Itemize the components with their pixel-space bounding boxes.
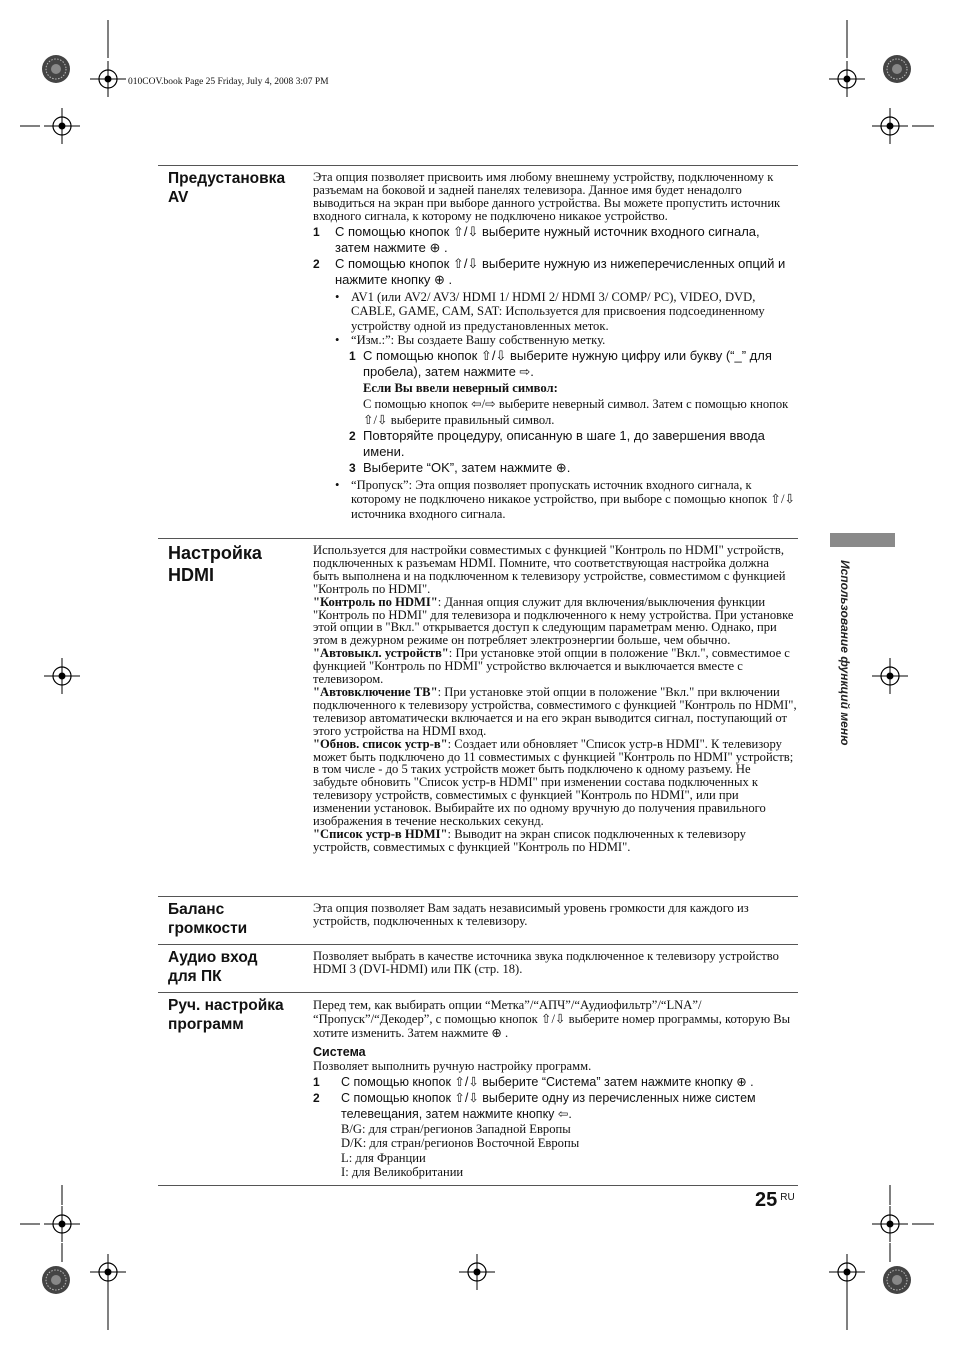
manual-step-1	[313, 1074, 798, 1090]
av-sub-step-3-number: 3	[349, 460, 356, 475]
term-av-preset: Предустановка AV	[168, 170, 286, 206]
av-step-1-number: 1	[313, 224, 320, 239]
av-wrong-text: С помощью кнопок ⇦/⇨ выберите неверный символ. Затем с помощью кнопок ⇧/⇩ выберите правильный символ.	[363, 396, 789, 427]
manual-step-2-text: С помощью кнопок ⇧/⇩ выберите одну из перечисленных ниже систем телевещания, затем нажмите кнопку ⇦.	[341, 1090, 756, 1121]
page-number-value: 25	[755, 1189, 778, 1211]
desc-volume-balance: Эта опция позволяет Вам задать независимый уровень громкости для каждого из устройств, подключенных к телевизору.	[313, 901, 749, 928]
system-i: I: для Великобритании	[341, 1165, 464, 1180]
av-wrong-title-text: Если Вы ввели неверный символ:	[363, 380, 558, 395]
manual-system-desc: Позволяет выполнить ручную настройку программ.	[313, 1058, 592, 1073]
hdmi-intro: Используется для настройки совместимых с функцией "Контроль по HDMI" устройств, подключенных к разъемам HDMI. Помните, что соответствующая настройка должна быть выполнена и на подключенном к телевизору устройстве, совместимом с функцией "Контроль по HDMI".	[313, 543, 786, 596]
desc-audio-pc: Позволяет выбрать в качестве источника звука подключенное к телевизору устройство HDMI 3 (DVI-HDMI) или ПК (стр. 18).	[313, 949, 779, 976]
hdmi-auto-on-text: : При установке этой опции в положение "Вкл." при включении подключенного к телевизору устройства, совместимого с функцией "Контроль по HDMI", телевизор автоматически включается и на его экран выводится сигнал, поступающий от этого устройства на HDMI вход.	[313, 684, 797, 738]
system-dk: D/K: для стран/регионов Восточной Европы	[341, 1136, 580, 1151]
hdmi-device-list-label: "Список устр-в HDMI"	[313, 826, 448, 841]
hdmi-device-list	[313, 828, 798, 854]
section-side-label: Использование функций меню	[838, 560, 852, 746]
av-bullet-1: • AV1 (или AV2/ AV3/ HDMI 1/ HDMI 2/ HDMI 3/ COMP/ PC), VIDEO, DVD, CABLE, GAME, CAM, SAT: Используется для присвоения подсоединенному устройству одной из предустановленных меток.	[313, 290, 798, 334]
hdmi-auto-off-text: : При установке этой опции в положение "Вкл.", совместимое с функцией "Контроль по HDMI" устройство включается и выключается вместе с телевизором.	[313, 646, 790, 687]
av-sub-step-1	[313, 348, 798, 380]
manual-step-2-number: 2	[313, 1090, 320, 1105]
page-language: RU	[780, 1192, 795, 1203]
desc-manual-tuning	[313, 998, 798, 1180]
av-step-1	[313, 224, 798, 256]
av-step-2	[313, 256, 798, 288]
desc-hdmi-settings	[313, 544, 798, 854]
hdmi-auto-off-label: "Автовыкл. устройств"	[313, 646, 449, 661]
manual-step-2	[313, 1090, 798, 1122]
rule-av-hdmi	[158, 538, 798, 539]
hdmi-update-list-label: "Обнов. список устр-в"	[313, 736, 448, 751]
av-step-2-number: 2	[313, 256, 320, 271]
desc-av-preset	[313, 171, 798, 521]
section-tab-marker	[830, 533, 895, 547]
hdmi-control	[313, 596, 798, 648]
term-audio-pc: Аудио вход для ПК	[168, 949, 258, 985]
manual-intro: Перед тем, как выбирать опции “Метка”/“АПЧ”/“Аудиофильтр”/“LNA”/ “Пропуск”/“Декодер”, с помощью кнопок ⇧/⇩ выберите номер программы, которую Вы хотите изменить. Затем нажмите ⊕ .	[313, 998, 791, 1040]
av-step-1-text: С помощью кнопок ⇧/⇩ выберите нужный источник входного сигнала, затем нажмите ⊕ .	[335, 223, 760, 255]
av-intro: Эта опция позволяет присвоить имя любому внешнему устройству, подключенному к разъемам на боковой и задней панелях телевизора. Данное имя будет ненадолго выводиться на экран при выборе данного устройства. Вы можете пропустить источник входного сигнала, к которому не подключено никакое устройство.	[313, 170, 781, 223]
page-number	[755, 1189, 795, 1212]
manual-step-1-number: 1	[313, 1074, 320, 1089]
av-step-2-text: С помощью кнопок ⇧/⇩ выберите нужную из нижеперечисленных опций и нажмите кнопку ⊕ .	[335, 255, 786, 287]
hdmi-device-list-text: : Выводит на экран список подключенных к телевизору устройств, совместимых с функцией "Контроль по HDMI".	[313, 826, 746, 854]
av-sub-step-1-text: С помощью кнопок ⇧/⇩ выберите нужную цифру или букву (“_” для пробела), затем нажмите ⇨.	[363, 347, 772, 379]
av-sub-step-2-number: 2	[349, 428, 356, 443]
av-sub-step-1-number: 1	[349, 348, 356, 363]
system-bg: B/G: для стран/регионов Западной Европы	[341, 1121, 571, 1136]
av-sub-step-2	[313, 428, 798, 460]
av-sub-step-3-text: Выберите “OK”, затем нажмите ⊕.	[363, 459, 571, 475]
av-sub-step-2-text: Повторяйте процедуру, описанную в шаге 1, до завершения ввода имени.	[363, 427, 765, 459]
hdmi-auto-on	[313, 686, 798, 738]
av-bullet-3: • “Пропуск”: Эта опция позволяет пропускать источник входного сигнала, к которому не подключено никакое устройство, при выборе с помощью кнопок ⇧/⇩ источника входного сигнала.	[313, 478, 798, 522]
hdmi-auto-on-label: "Автовключение ТВ"	[313, 684, 438, 699]
book-header: 010COV.book Page 25 Friday, July 4, 2008 3:07 PM	[128, 77, 329, 87]
rule-top	[158, 165, 798, 166]
rule-audio-manual	[158, 992, 798, 993]
rule-hdmi-balance	[158, 896, 798, 897]
term-volume-balance: Баланс громкости	[168, 901, 248, 937]
hdmi-control-label: "Контроль по HDMI"	[313, 594, 438, 609]
hdmi-update-list-text: : Создает или обновляет "Список устр-в HDMI". К телевизору может быть подключено до 11 совместимых с функцией "Контроль по HDMI" устройств; в том числе - до 5 таких устройств может быть подключено к одному разъему. Не забудьте обновить "Список устр-в HDMI" при изменении состава подключенных к телевизору устройств, совместимых с функцией "Контроль по HDMI", или при изменении установок. Выбирайте их по одному вручную до получения правильного изображения в течение нескольких секунд.	[313, 736, 794, 829]
term-manual-tuning: Руч. настройка программ	[168, 997, 284, 1033]
rule-balance-audio	[158, 944, 798, 945]
av-wrong-title	[313, 380, 798, 396]
manual-system-title	[313, 1046, 798, 1059]
hdmi-update-list	[313, 738, 798, 828]
hdmi-auto-off	[313, 647, 798, 686]
system-l: L: для Франции	[341, 1150, 426, 1165]
av-bullet-2: • “Изм.:”: Вы создаете Вашу собственную метку.	[313, 333, 798, 348]
manual-system-list	[313, 1122, 798, 1180]
hdmi-control-text: : Данная опция служит для включения/выключения функции "Контроль по HDMI" для телевизора и подключенного к нему устройства. При установке этой опции в "Вкл." открывается доступ к следующим параметрам меню. Однако, при этом в дежурном режиме он потребляет электроэнергии больше, чем обычно.	[313, 594, 794, 648]
manual-step-1-text: С помощью кнопок ⇧/⇩ выберите “Система” затем нажмите кнопку ⊕ .	[341, 1074, 754, 1089]
av-sub-step-3	[313, 460, 798, 476]
rule-bottom	[158, 1185, 798, 1186]
term-hdmi-settings: Настройка HDMI	[168, 543, 262, 585]
manual-system-title-text: Система	[313, 1045, 366, 1059]
